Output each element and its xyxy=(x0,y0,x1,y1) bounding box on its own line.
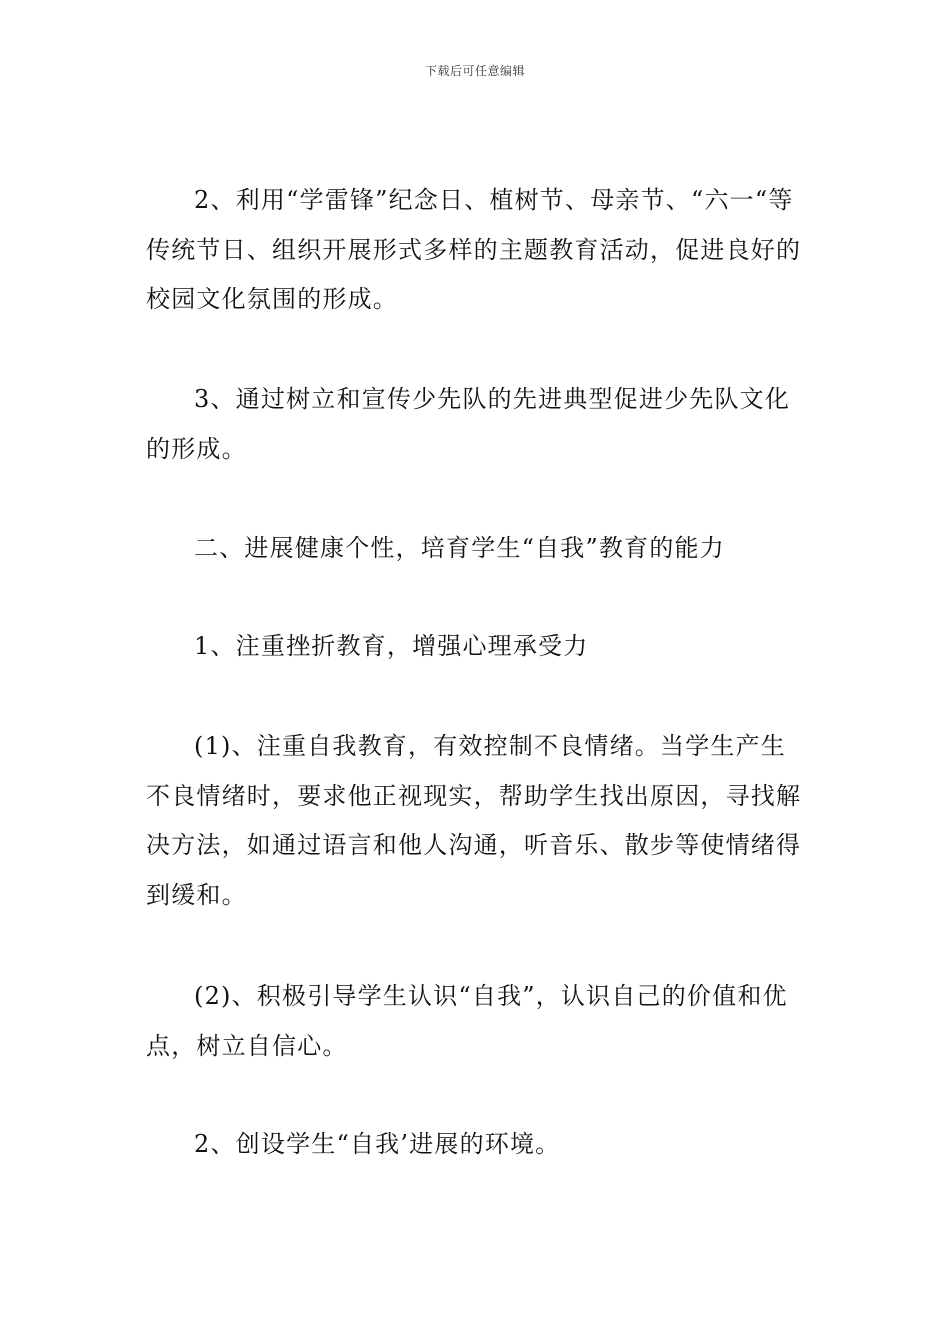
paragraph-activities: 2、利用“学雷锋”纪念日、植树节、母亲节、“六一“等传统节日、组织开展形式多样的主题教育活动，促进良好的校园文化氛围的形成。 xyxy=(146,186,802,313)
subheading-environment: 2、创设学生“自我’进展的环境。 xyxy=(194,1130,561,1158)
section-heading-personality: 二、进展健康个性，培育学生“自我”教育的能力 xyxy=(194,534,725,562)
page-header: 下载后可任意编辑 xyxy=(424,64,525,78)
paragraph-self-recognition: (2)、积极引导学生认识“自我”，认识自己的价值和优点，树立自信心。 xyxy=(146,982,788,1060)
subheading-frustration-education: 1、注重挫折教育，增强心理承受力 xyxy=(194,632,589,660)
paragraph-self-education: (1)、注重自我教育，有效控制不良情绪。当学生产生不良情绪时，要求他正视现实，帮助学生找出原因，寻找解决方法，如通过语言和他人沟通，听音乐、散步等使情绪得到缓和。 xyxy=(146,732,802,909)
paragraph-role-models: 3、通过树立和宣传少先队的先进典型促进少先队文化的形成。 xyxy=(146,385,791,463)
